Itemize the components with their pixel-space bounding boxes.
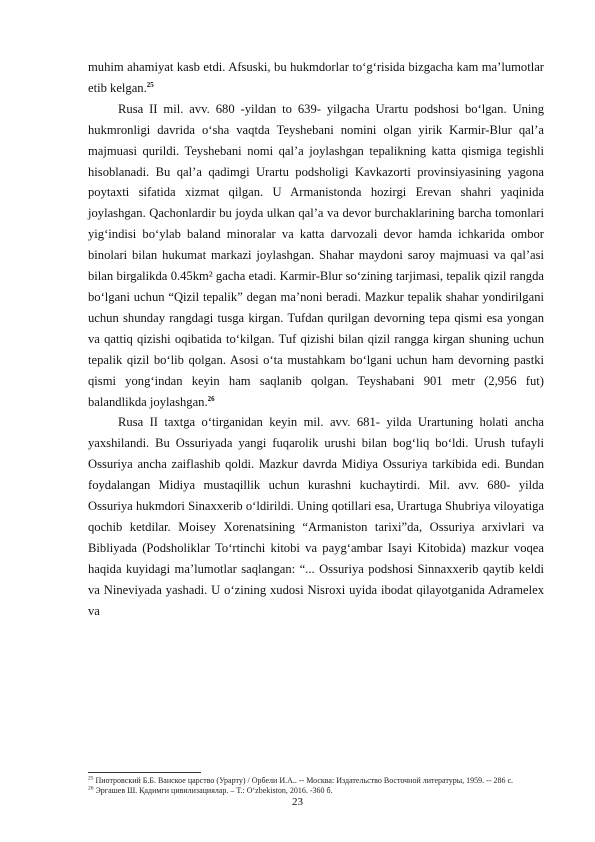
footnote	[88, 786, 544, 796]
paragraph-text: muhim ahamiyat kasb etdi. Afsuski, bu hukmdorlar to‘g‘risida bizgacha kam ma’lumotlar etib kelgan.	[88, 60, 544, 95]
footnote-ref[interactable]: 25	[146, 80, 154, 89]
footnote-text: Пиотровский Б.Б. Ванское царство (Урарту) / Орбели И.А.. -- Москва: Издательство Восточной литературы, 1959. -- 286 с.	[95, 776, 514, 785]
body-text	[88, 57, 544, 621]
footnote-mark: 26	[88, 785, 94, 792]
footnote-mark: 25	[88, 775, 94, 782]
footnotes	[88, 776, 544, 796]
paragraph-1	[88, 57, 544, 99]
footnote	[88, 776, 544, 786]
footnote-ref[interactable]: 26	[207, 394, 215, 403]
footnote-text: Эргашев Ш. Қадимги цивилизациялар. – Т.: O‘zbekiston, 2016. -360 б.	[95, 786, 333, 795]
paragraph-text: Rusa II mil. avv. 680 -yildan to 639- yilgacha Urartu podshosi bo‘lgan. Uning hukmronligi davrida o‘sha vaqtda Teyshebani nomini olgan yirik Karmir-Blur qal’a majmuasi qurildi. Teyshebani nomi qal’a joylashgan tepalikning katta qismiga tegishli hisoblanadi. Bu qal’a qadimgi Urartu podsholigi Kavkazorti provinsiyasining yagona poytaxti sifatida xizmat qilgan. U Armanistonda hozirgi Erevan shahri yaqinida joylashgan. Qachonlardir bu joyda ulkan qal’a va devor burchaklarining barcha tomonlari yig‘indisi bo‘ylab baland minoralar va katta darvozali devor hamda ichkarida ombor binolari bilan hukumat markazi joylashgan. Shahar maydoni saroy majmuasi va qal’asi bilan birgalikda 0.45km² gacha etadi. Karmir-Blur so‘zining tarjimasi, tepalik qizil rangda bo‘lgani uchun “Qizil tepalik” degan ma’noni beradi. Mazkur tepalik shahar yondirilgani uchun shunday rangdagi tusga kirgan. Tufdan qurilgan devorning tepa qismi esa yongan va qattiq qizishi oqibatida to‘kilgan. Tuf qizishi bilan qizil rangga kirgan shuning uchun tepalik qizil bo‘lib qolgan. Asosi o‘ta mustahkam bo‘lgani uchun ham devorning pastki qismi yong‘indan keyin ham saqlanib qolgan. Teyshabani 901 metr (2,956 fut) balandlikda joylashgan.	[88, 101, 544, 409]
paragraph-text: Rusa II taxtga o‘tirganidan keyin mil. avv. 681- yilda Urartuning holati ancha yaxshilandi. Bu Ossuriyada yangi fuqarolik urushi bilan bog‘liq bo‘ldi. Urush tufayli Ossuriya ancha zaiflashib qoldi. Mazkur davrda Midiya Ossuriya tarkibida edi. Bundan foydalangan Midiya mustaqillik uchun kurashni kuchaytirdi. Mil. avv. 680- yilda Ossuriya hukmdori Sinaxxerib o‘ldirildi. Uning qotillari esa, Urartuga Shubriya viloyatiga qochib ketdilar. Moisey Xorenatsining “Armaniston tarixi”da, Ossuriya arxivlari va Bibliyada (Podsholiklar To‘rtinchi kitobi va payg‘ambar Isayi Kitobida) mazkur voqea haqida kuyidagi ma’lumotlar saqlangan: “... Ossuriya podshosi Sinnaxxerib qaytib keldi va Nineviyada yashadi. U o‘zining xudosi Nisroxi uyida ibodat qilayotganida Adramelex va	[88, 415, 544, 618]
page-number: 23	[292, 796, 303, 808]
paragraph-2	[88, 99, 544, 413]
paragraph-3	[88, 412, 544, 621]
footnote-separator	[88, 772, 201, 773]
